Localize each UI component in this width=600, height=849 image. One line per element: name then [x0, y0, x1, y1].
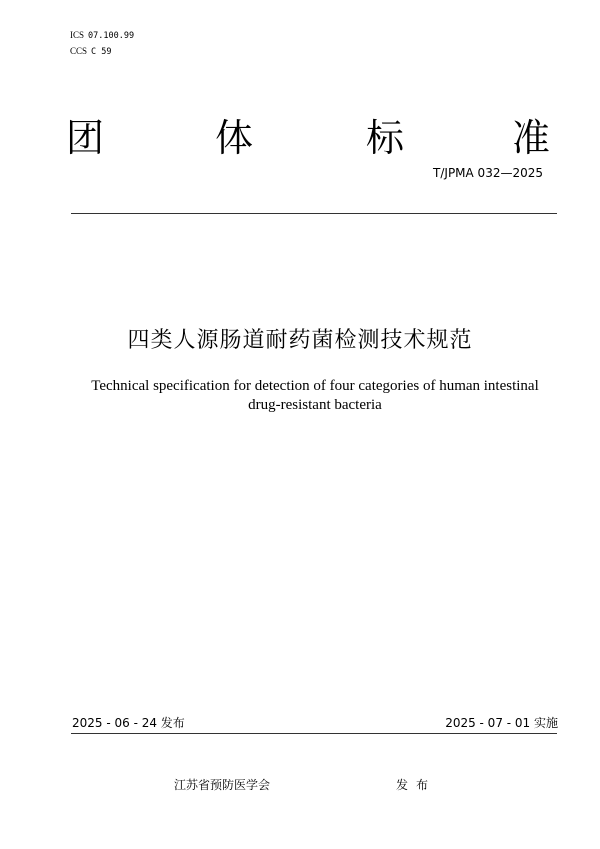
document-number: T/JPMA 032—2025: [433, 166, 543, 180]
header-divider: [71, 213, 557, 214]
footer-divider: [71, 733, 557, 734]
ccs-classification: [70, 46, 112, 58]
document-title-chinese: 四类人源肠道耐药菌检测技术规范: [127, 328, 473, 353]
publisher-name: 江苏省预防医学会: [174, 778, 271, 792]
ics-label: ICS: [70, 30, 85, 40]
ccs-code: C 59: [91, 47, 112, 57]
issue-label: 发布: [396, 778, 437, 792]
ics-code: 07.100.99: [88, 31, 135, 41]
standard-type-char-2: 体: [215, 116, 254, 160]
document-title-english: Technical specification for detection of four categories of human intestinal drug-resistant bacteria: [91, 378, 539, 413]
ics-classification: [70, 30, 134, 42]
implementation-date: 2025 - 07 - 01 实施: [445, 716, 558, 730]
ccs-label: CCS: [70, 46, 88, 56]
standard-type-char-1: 团: [66, 116, 105, 160]
standard-type-char-3: 标: [366, 116, 405, 160]
publish-date: 2025 - 06 - 24 发布: [72, 716, 185, 730]
standard-type-char-4: 准: [512, 116, 551, 160]
